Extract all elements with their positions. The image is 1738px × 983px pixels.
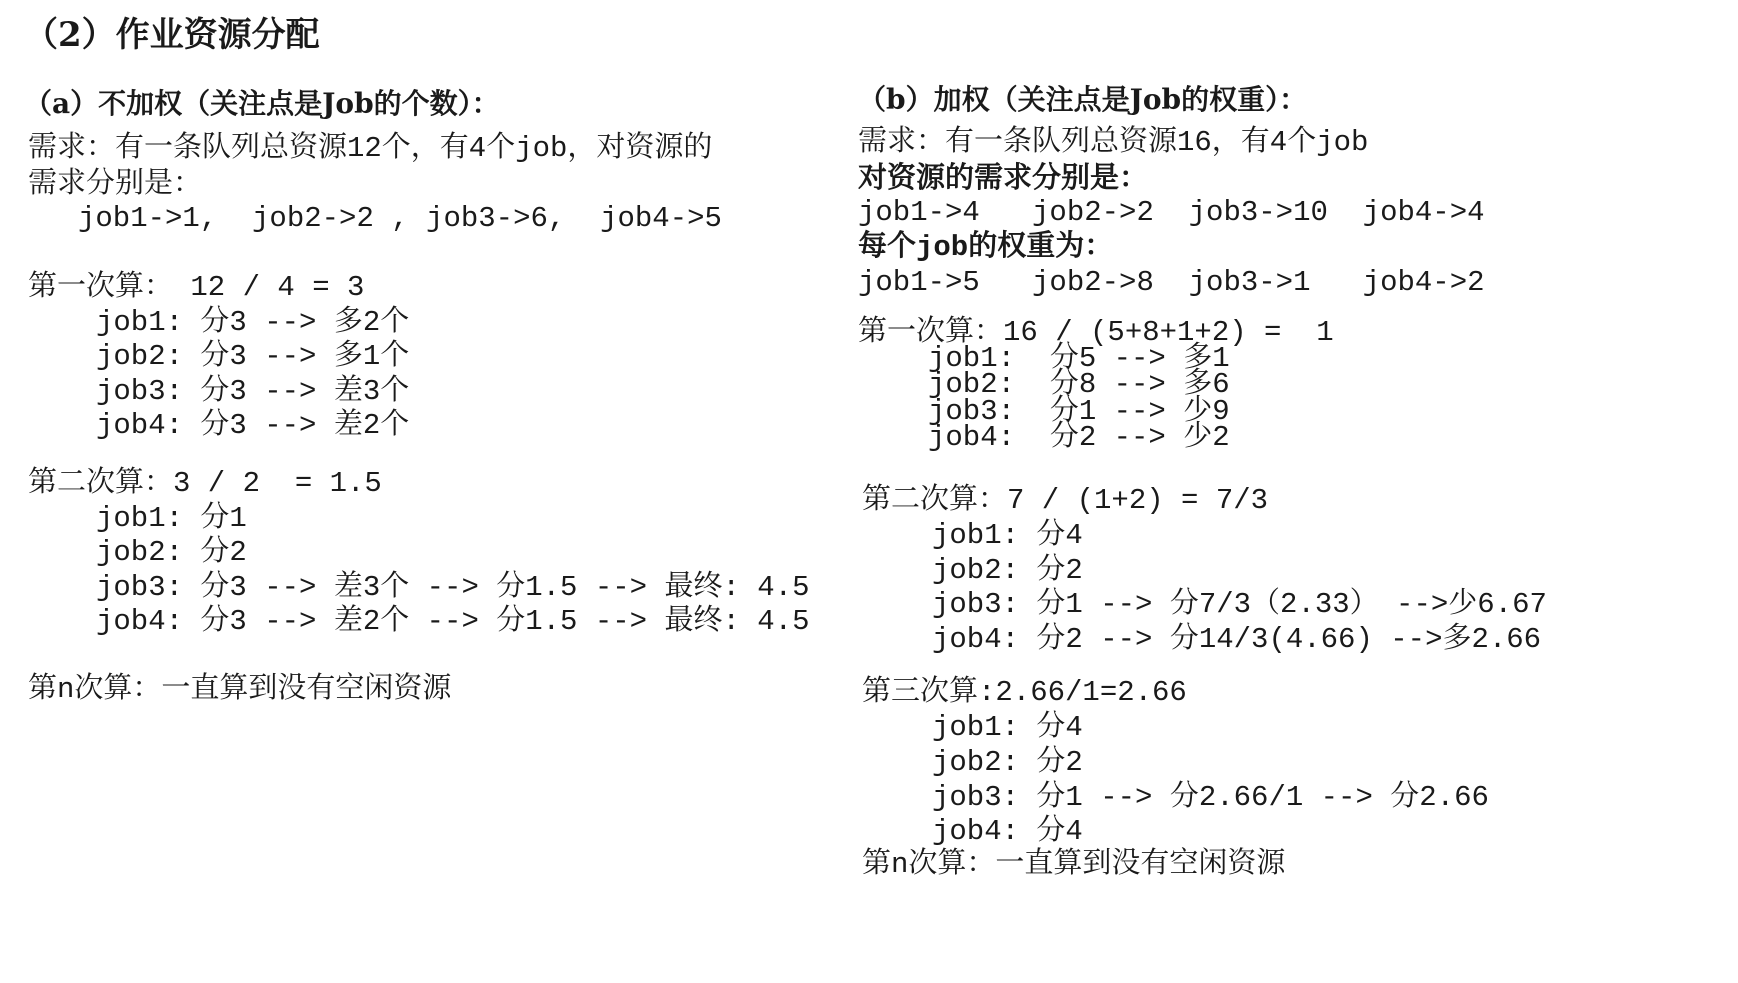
right-round1-line: job3: 分1 --> 少9: [928, 395, 1230, 428]
right-requirement-line1: 需求：有一条队列总资源16，有4个job: [858, 126, 1369, 159]
left-heading: （a）不加权（关注点是Job的个数）：: [24, 87, 500, 120]
right-round2-line: job2: 分2: [932, 554, 1083, 587]
left-demands: job1->1, job2->2 , job3->6, job4->5: [78, 202, 722, 235]
left-round1-line: job4: 分3 --> 差2个: [96, 409, 410, 442]
right-round1-line: job2: 分8 --> 多6: [928, 368, 1230, 401]
page-title: （2）作业资源分配: [24, 15, 320, 55]
left-requirement-line1: 需求：有一条队列总资源12个，有4个job，对资源的: [28, 132, 713, 165]
right-round3-line: job1: 分4: [932, 711, 1083, 744]
right-heading: （b）加权（关注点是Job的权重）：: [858, 83, 1308, 116]
right-roundn-label: 第n次算：一直算到没有空闲资源: [862, 848, 1286, 881]
right-requirement-line2: 对资源的需求分别是：: [858, 160, 1149, 194]
left-round1-label: 第一次算： 12 / 4 = 3: [28, 271, 365, 304]
left-requirement-line2: 需求分别是：: [28, 168, 203, 201]
left-round2-label: 第二次算：3 / 2 = 1.5: [28, 467, 382, 500]
right-weights-label: 每个job的权重为：: [858, 231, 1114, 264]
right-round2-line: job1: 分4: [932, 519, 1083, 552]
right-round1-label: 第一次算：16 / (5+8+1+2) = 1: [858, 316, 1334, 349]
left-round2-line: job1: 分1: [96, 502, 247, 535]
right-round3-label: 第三次算:2.66/1=2.66: [862, 676, 1187, 709]
right-weights: job1->5 job2->8 job3->1 job4->2: [858, 266, 1485, 299]
left-round2-line: job4: 分3 --> 差2个 --> 分1.5 --> 最终: 4.5: [96, 605, 810, 638]
left-round2-line: job3: 分3 --> 差3个 --> 分1.5 --> 最终: 4.5: [96, 571, 810, 604]
left-round1-line: job1: 分3 --> 多2个: [96, 306, 410, 339]
right-demands: job1->4 job2->2 job3->10 job4->4: [858, 196, 1485, 229]
left-roundn-label: 第n次算：一直算到没有空闲资源: [28, 673, 452, 706]
right-round3-line: job4: 分4: [932, 815, 1083, 848]
right-round1-line: job4: 分2 --> 少2: [928, 421, 1230, 454]
right-round1-line: job1: 分5 --> 多1: [928, 342, 1230, 375]
right-round2-label: 第二次算：7 / (1+2) = 7/3: [862, 484, 1269, 517]
right-round3-line: job3: 分1 --> 分2.66/1 --> 分2.66: [932, 781, 1489, 814]
left-round1-line: job2: 分3 --> 多1个: [96, 340, 410, 373]
left-round2-line: job2: 分2: [96, 536, 247, 569]
right-round3-line: job2: 分2: [932, 746, 1083, 779]
right-round2-line: job4: 分2 --> 分14/3(4.66) -->多2.66: [932, 623, 1542, 656]
left-round1-line: job3: 分3 --> 差3个: [96, 375, 410, 408]
right-round2-line: job3: 分1 --> 分7/3（2.33） -->少6.67: [932, 588, 1547, 621]
